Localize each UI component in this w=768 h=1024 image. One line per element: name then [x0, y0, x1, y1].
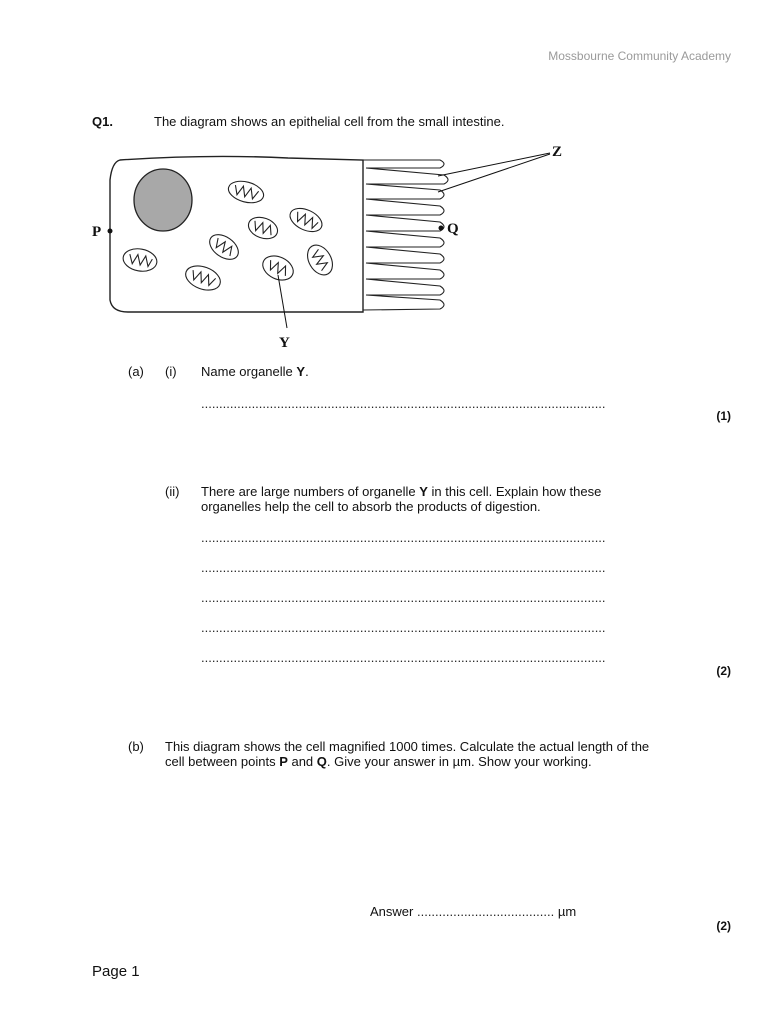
part-a-i-question: [201, 364, 309, 379]
part-a-ii-label: (ii): [165, 484, 180, 499]
answer-line-a-ii-2[interactable]: ................................................................................................................: [201, 560, 606, 575]
answer-line-a-ii-1[interactable]: ................................................................................................................: [201, 530, 606, 545]
part-a-i-text: Name organelle: [201, 364, 297, 379]
nucleus: [134, 169, 192, 231]
answer-row-b: [370, 904, 576, 919]
part-b-point-p: P: [279, 754, 288, 769]
label-p: P: [92, 224, 102, 240]
school-header: Mossbourne Community Academy: [548, 49, 731, 63]
part-a-ii-line1: [201, 484, 601, 499]
part-a-ii-text2: in this cell. Explain how these: [427, 484, 602, 499]
mark-a-i: (1): [716, 409, 731, 423]
answer-line-a-i[interactable]: ................................................................................................................: [201, 396, 606, 411]
part-b-text3: . Give your answer in µm. Show your working.: [326, 754, 592, 769]
pointer-y: [278, 275, 287, 328]
part-a-ii-text1: There are large numbers of organelle: [201, 484, 420, 499]
question-number: Q1.: [92, 114, 113, 129]
part-a-ii-organelle: Y: [419, 484, 428, 499]
label-z: Z: [552, 144, 563, 160]
part-a-label: (a): [128, 364, 144, 379]
question-intro: The diagram shows an epithelial cell from the small intestine.: [154, 114, 505, 129]
mark-b: (2): [716, 919, 731, 933]
answer-unit: µm: [557, 904, 577, 919]
part-a-i-period: .: [305, 364, 309, 379]
microvilli: [363, 160, 448, 310]
part-b-label: (b): [128, 739, 144, 754]
epithelial-cell-diagram: [88, 140, 588, 355]
part-b-line2: [165, 754, 592, 769]
point-p: [108, 229, 113, 234]
answer-line-a-ii-5[interactable]: ................................................................................................................: [201, 650, 606, 665]
answer-line-a-ii-4[interactable]: ................................................................................................................: [201, 620, 606, 635]
part-a-i-label: (i): [165, 364, 177, 379]
point-q: [439, 226, 444, 231]
label-q: Q: [447, 221, 459, 237]
part-a-i-organelle: Y: [296, 364, 306, 379]
page-number: Page 1: [92, 963, 140, 980]
answer-line-a-ii-3[interactable]: ................................................................................................................: [201, 590, 606, 605]
part-b-point-q: Q: [316, 754, 327, 769]
part-b-line1: This diagram shows the cell magnified 1000 times. Calculate the actual length of the: [165, 739, 650, 754]
part-b-text2: and: [287, 754, 317, 769]
mark-a-ii: (2): [716, 664, 731, 678]
part-a-ii-line2: organelles help the cell to absorb the products of digestion.: [201, 499, 541, 514]
answer-line-b[interactable]: ......................................: [416, 904, 555, 919]
answer-label: Answer: [370, 904, 414, 919]
label-y: Y: [279, 335, 290, 351]
part-b-text1: cell between points: [165, 754, 280, 769]
